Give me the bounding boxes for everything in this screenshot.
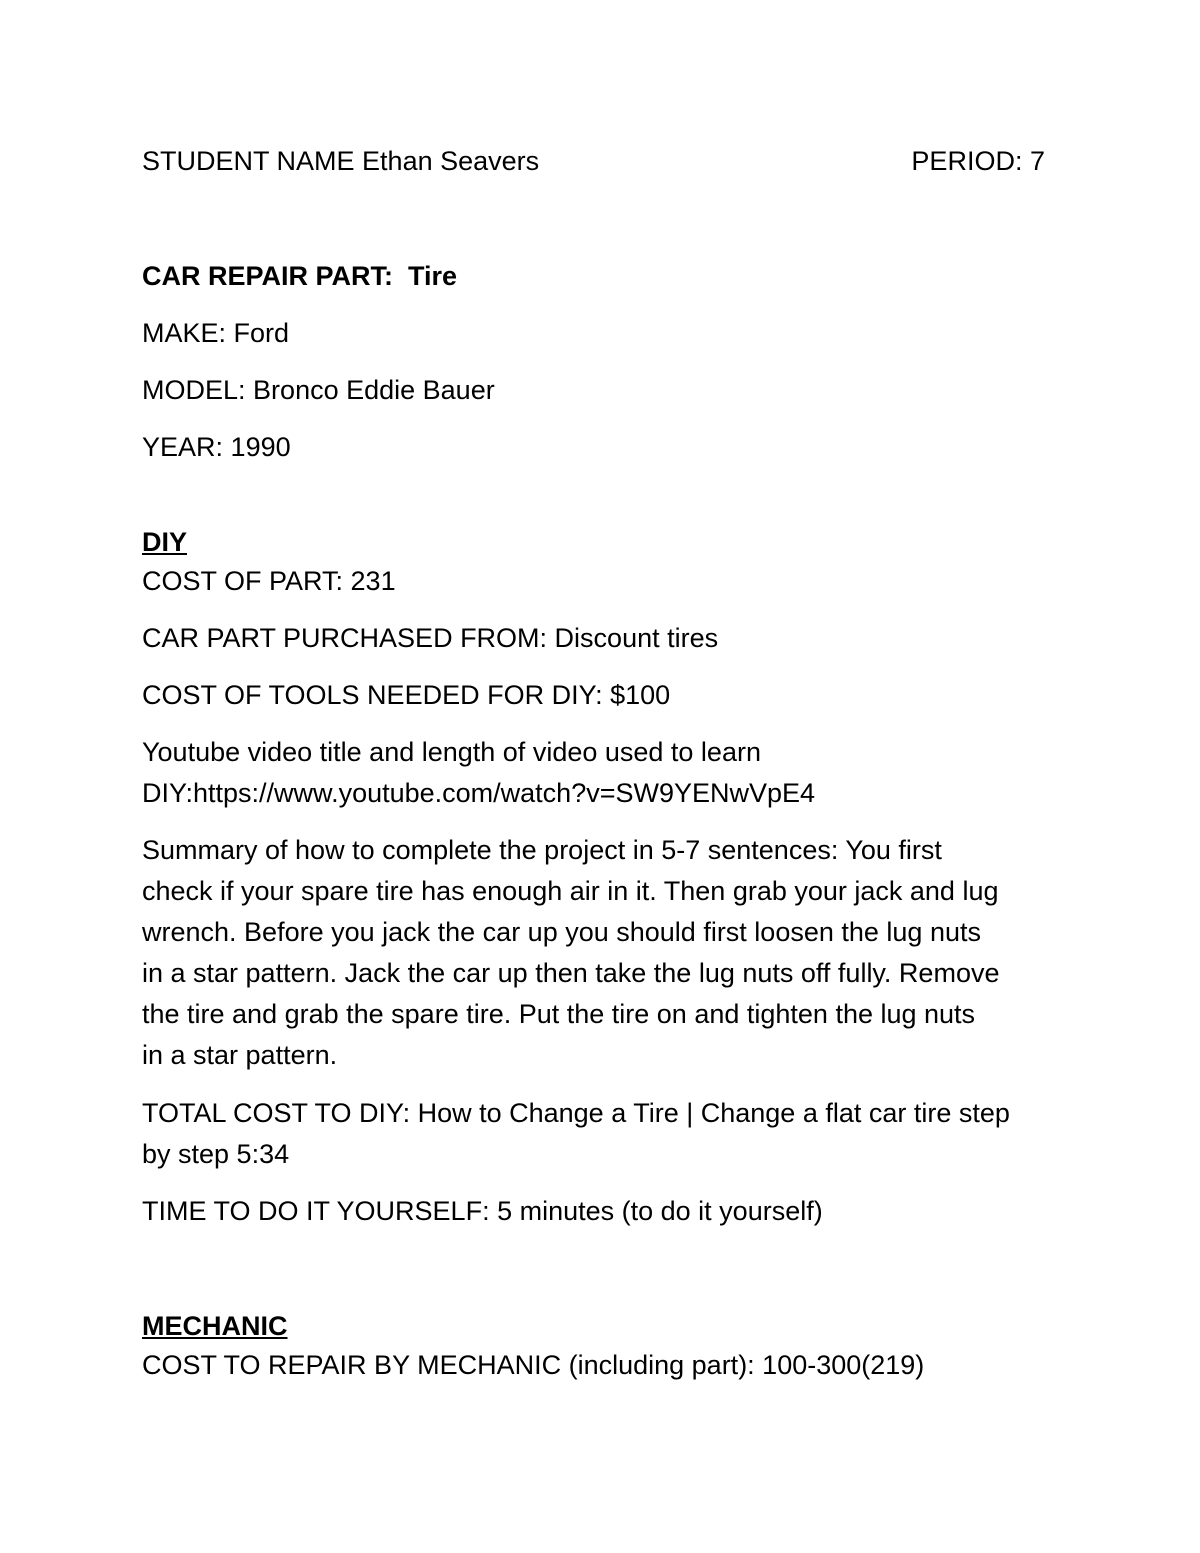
model-line bbox=[142, 370, 495, 411]
model-label: MODEL: bbox=[142, 375, 246, 405]
cost-of-part: COST OF PART: 231 bbox=[142, 566, 396, 596]
purchased-from: CAR PART PURCHASED FROM: Discount tires bbox=[142, 623, 719, 653]
year-label: YEAR: bbox=[142, 432, 224, 462]
car-repair-part-line bbox=[142, 256, 457, 297]
car-repair-part-label: CAR REPAIR PART: bbox=[142, 261, 394, 291]
student-name-label: STUDENT NAME bbox=[142, 146, 355, 176]
period-value: 7 bbox=[1029, 146, 1045, 176]
summary-line-5: the tire and grab the spare tire. Put the tire on and tighten the lug nuts bbox=[142, 999, 976, 1029]
diy-heading: DIY bbox=[142, 527, 188, 557]
mechanic-heading: MECHANIC bbox=[142, 1311, 288, 1341]
model-value: Bronco Eddie Bauer bbox=[253, 375, 495, 405]
make-label: MAKE: bbox=[142, 318, 227, 348]
summary-line-6: in a star pattern. bbox=[142, 1040, 338, 1070]
period-line bbox=[911, 141, 1045, 182]
car-repair-part-value: Tire bbox=[408, 261, 458, 291]
make-value: Ford bbox=[233, 318, 290, 348]
summary-line-4: in a star pattern. Jack the car up then take the lug nuts off fully. Remove bbox=[142, 958, 1000, 988]
total-cost-line-1: TOTAL COST TO DIY: How to Change a Tire | Change a flat car tire step bbox=[142, 1098, 1010, 1128]
mechanic-cost: COST TO REPAIR BY MECHANIC (including part): 100-300(219) bbox=[142, 1350, 925, 1380]
time-to-diy: TIME TO DO IT YOURSELF: 5 minutes (to do it yourself) bbox=[142, 1196, 823, 1226]
cost-of-tools: COST OF TOOLS NEEDED FOR DIY: $100 bbox=[142, 680, 671, 710]
period-label: PERIOD: bbox=[911, 146, 1023, 176]
year-value: 1990 bbox=[230, 432, 291, 462]
make-line bbox=[142, 313, 289, 354]
summary-line-1: Summary of how to complete the project in 5-7 sentences: You first bbox=[142, 835, 942, 865]
summary-line-2: check if your spare tire has enough air in it. Then grab your jack and lug bbox=[142, 876, 999, 906]
summary-line-3: wrench. Before you jack the car up you should first loosen the lug nuts bbox=[142, 917, 981, 947]
student-name-line bbox=[142, 141, 539, 182]
youtube-line-2: DIY:https://www.youtube.com/watch?v=SW9YENwVpE4 bbox=[142, 778, 816, 808]
student-name-value: Ethan Seavers bbox=[362, 146, 540, 176]
youtube-line-1: Youtube video title and length of video used to learn bbox=[142, 737, 761, 767]
year-line bbox=[142, 427, 291, 468]
total-cost-line-2: by step 5:34 bbox=[142, 1139, 290, 1169]
